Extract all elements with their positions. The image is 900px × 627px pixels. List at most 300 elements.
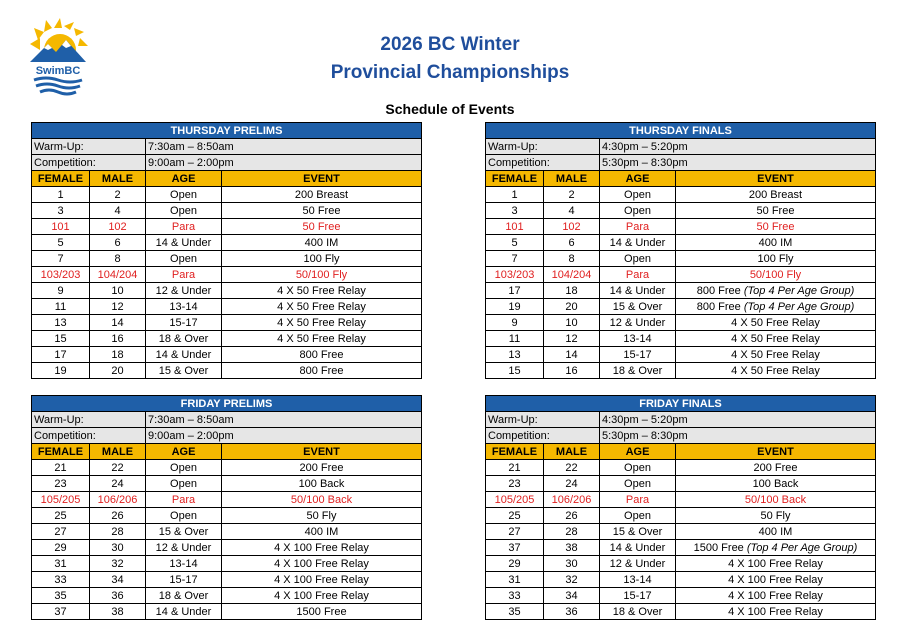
schedule-table-friday-prelims	[31, 395, 422, 620]
session-title-row	[486, 123, 876, 139]
event-name	[676, 347, 876, 363]
event-name	[676, 476, 876, 492]
warmup-label: Warm-Up:	[486, 412, 600, 428]
event-label: 1500 Free	[296, 605, 347, 618]
female-event-number: 33	[32, 572, 90, 588]
female-event-number: 27	[486, 524, 544, 540]
female-event-number: 21	[32, 460, 90, 476]
male-event-number: 34	[90, 572, 146, 588]
event-label: 50/100 Fly	[749, 268, 802, 281]
age-group: 14 & Under	[600, 235, 676, 251]
female-event-number: 103/203	[32, 267, 90, 283]
schedule-table-thursday-prelims	[31, 122, 422, 379]
age-group: Para	[600, 267, 676, 283]
column-header-row	[32, 444, 422, 460]
event-row	[486, 588, 876, 604]
event-row	[486, 219, 876, 235]
female-event-number: 19	[32, 363, 90, 379]
female-event-number: 25	[486, 508, 544, 524]
event-name	[222, 235, 422, 251]
event-row	[486, 492, 876, 508]
female-event-number: 7	[32, 251, 90, 267]
event-name	[676, 588, 876, 604]
column-header-age: AGE	[146, 444, 222, 460]
event-name	[676, 299, 876, 315]
age-group: Para	[146, 267, 222, 283]
competition-time: 5:30pm – 8:30pm	[600, 155, 876, 171]
event-label: 4 X 100 Free Relay	[274, 541, 369, 554]
female-event-number: 17	[32, 347, 90, 363]
event-row	[32, 315, 422, 331]
male-event-number: 6	[544, 235, 600, 251]
female-event-number: 3	[32, 203, 90, 219]
age-group: Open	[600, 508, 676, 524]
event-row	[486, 187, 876, 203]
male-event-number: 16	[90, 331, 146, 347]
event-row	[32, 492, 422, 508]
event-name	[222, 267, 422, 283]
event-row	[486, 299, 876, 315]
event-row	[486, 283, 876, 299]
event-name	[222, 331, 422, 347]
female-event-number: 25	[32, 508, 90, 524]
event-name	[676, 524, 876, 540]
male-event-number: 6	[90, 235, 146, 251]
age-group: Open	[146, 460, 222, 476]
event-row	[32, 460, 422, 476]
event-row	[486, 604, 876, 620]
column-header-male: MALE	[544, 444, 600, 460]
female-event-number: 1	[32, 187, 90, 203]
event-row	[486, 524, 876, 540]
age-group: Open	[146, 187, 222, 203]
female-event-number: 13	[32, 315, 90, 331]
female-event-number: 31	[486, 572, 544, 588]
female-event-number: 21	[486, 460, 544, 476]
female-event-number: 9	[32, 283, 90, 299]
event-label: 4 X 50 Free Relay	[277, 300, 366, 313]
event-name	[676, 203, 876, 219]
male-event-number: 24	[90, 476, 146, 492]
male-event-number: 30	[90, 540, 146, 556]
female-event-number: 31	[32, 556, 90, 572]
event-label: 800 Free	[299, 348, 344, 361]
female-event-number: 37	[486, 540, 544, 556]
event-label: 50/100 Fly	[295, 268, 348, 281]
female-event-number: 27	[32, 524, 90, 540]
male-event-number: 20	[544, 299, 600, 315]
event-row	[32, 267, 422, 283]
female-event-number: 23	[486, 476, 544, 492]
event-row	[486, 235, 876, 251]
event-name	[676, 283, 876, 299]
competition-label: Competition:	[32, 155, 146, 171]
column-header-event: EVENT	[676, 444, 876, 460]
male-event-number: 14	[90, 315, 146, 331]
event-label: 800 Free	[696, 284, 744, 297]
age-group: 12 & Under	[600, 315, 676, 331]
page-title-line1: 2026 BC Winter	[380, 34, 520, 55]
female-event-number: 37	[32, 604, 90, 620]
male-event-number: 38	[544, 540, 600, 556]
session-title: FRIDAY PRELIMS	[32, 396, 422, 412]
event-label: 4 X 50 Free Relay	[731, 348, 820, 361]
age-group: 14 & Under	[146, 604, 222, 620]
event-row	[32, 251, 422, 267]
competition-row	[32, 155, 422, 171]
age-group: 18 & Over	[146, 588, 222, 604]
female-event-number: 3	[486, 203, 544, 219]
warmup-row	[486, 139, 876, 155]
event-label: 50 Free	[756, 220, 795, 233]
warmup-label: Warm-Up:	[486, 139, 600, 155]
session-title: THURSDAY PRELIMS	[32, 123, 422, 139]
column-header-row	[486, 171, 876, 187]
event-label: 50 Free	[302, 220, 341, 233]
schedule-table-thursday-finals	[485, 122, 876, 379]
event-label: 50/100 Back	[290, 493, 353, 506]
age-group: 13-14	[146, 556, 222, 572]
male-event-number: 10	[90, 283, 146, 299]
event-note: (Top 4 Per Age Group)	[746, 541, 858, 554]
age-group: 13-14	[146, 299, 222, 315]
age-group: 15 & Over	[600, 524, 676, 540]
warmup-row	[32, 139, 422, 155]
female-event-number: 15	[486, 363, 544, 379]
age-group: 15-17	[146, 572, 222, 588]
event-label: 4 X 100 Free Relay	[728, 557, 823, 570]
event-name	[222, 508, 422, 524]
warmup-time: 7:30am – 8:50am	[146, 412, 422, 428]
event-label: 400 IM	[758, 525, 793, 538]
event-row	[32, 572, 422, 588]
column-header-age: AGE	[600, 171, 676, 187]
male-event-number: 22	[544, 460, 600, 476]
event-label: 50 Fly	[760, 509, 791, 522]
age-group: 15 & Over	[146, 524, 222, 540]
event-name	[676, 363, 876, 379]
event-label: 100 Fly	[303, 252, 340, 265]
logo-text: SwimBC	[35, 65, 81, 77]
male-event-number: 104/204	[90, 267, 146, 283]
event-label: 1500 Free	[693, 541, 747, 554]
male-event-number: 34	[544, 588, 600, 604]
column-header-age: AGE	[600, 444, 676, 460]
event-label: 100 Back	[298, 477, 345, 490]
male-event-number: 8	[544, 251, 600, 267]
male-event-number: 8	[90, 251, 146, 267]
event-row	[32, 219, 422, 235]
age-group: 13-14	[600, 331, 676, 347]
event-row	[32, 540, 422, 556]
male-event-number: 28	[90, 524, 146, 540]
event-row	[486, 540, 876, 556]
warmup-label: Warm-Up:	[32, 412, 146, 428]
event-label: 4 X 50 Free Relay	[277, 332, 366, 345]
female-event-number: 5	[32, 235, 90, 251]
male-event-number: 18	[544, 283, 600, 299]
male-event-number: 106/206	[544, 492, 600, 508]
session-title: FRIDAY FINALS	[486, 396, 876, 412]
age-group: Open	[146, 476, 222, 492]
event-name	[676, 572, 876, 588]
event-note: (Top 4 Per Age Group)	[743, 284, 855, 297]
event-row	[486, 508, 876, 524]
age-group: 12 & Under	[146, 283, 222, 299]
event-name	[222, 315, 422, 331]
male-event-number: 24	[544, 476, 600, 492]
male-event-number: 32	[544, 572, 600, 588]
male-event-number: 102	[90, 219, 146, 235]
age-group: 15-17	[600, 588, 676, 604]
event-label: 4 X 50 Free Relay	[277, 284, 366, 297]
female-event-number: 15	[32, 331, 90, 347]
event-row	[486, 331, 876, 347]
event-row	[32, 604, 422, 620]
male-event-number: 4	[544, 203, 600, 219]
event-name	[222, 299, 422, 315]
age-group: Open	[600, 203, 676, 219]
age-group: Open	[146, 203, 222, 219]
column-header-event: EVENT	[222, 444, 422, 460]
female-event-number: 11	[32, 299, 90, 315]
age-group: 15-17	[600, 347, 676, 363]
event-name	[676, 540, 876, 556]
warmup-row	[486, 412, 876, 428]
competition-time: 9:00am – 2:00pm	[146, 428, 422, 444]
event-name	[676, 315, 876, 331]
event-row	[32, 347, 422, 363]
male-event-number: 38	[90, 604, 146, 620]
event-label: 4 X 100 Free Relay	[274, 573, 369, 586]
event-name	[222, 492, 422, 508]
age-group: 14 & Under	[600, 283, 676, 299]
event-label: 200 Free	[299, 461, 344, 474]
event-name	[676, 219, 876, 235]
event-row	[32, 203, 422, 219]
event-label: 200 Breast	[748, 188, 803, 201]
male-event-number: 18	[90, 347, 146, 363]
event-name	[222, 203, 422, 219]
event-row	[486, 251, 876, 267]
event-row	[486, 347, 876, 363]
competition-row	[486, 428, 876, 444]
male-event-number: 2	[90, 187, 146, 203]
event-name	[222, 251, 422, 267]
column-header-male: MALE	[90, 444, 146, 460]
event-row	[486, 460, 876, 476]
male-event-number: 30	[544, 556, 600, 572]
female-event-number: 19	[486, 299, 544, 315]
age-group: 14 & Under	[600, 540, 676, 556]
age-group: 12 & Under	[600, 556, 676, 572]
column-header-female: FEMALE	[486, 444, 544, 460]
age-group: 13-14	[600, 572, 676, 588]
event-row	[32, 187, 422, 203]
event-name	[676, 251, 876, 267]
male-event-number: 12	[544, 331, 600, 347]
event-row	[486, 556, 876, 572]
female-event-number: 1	[486, 187, 544, 203]
age-group: 15-17	[146, 315, 222, 331]
event-label: 4 X 50 Free Relay	[731, 364, 820, 377]
age-group: Open	[600, 187, 676, 203]
male-event-number: 36	[544, 604, 600, 620]
age-group: Para	[600, 492, 676, 508]
event-name	[222, 347, 422, 363]
column-header-female: FEMALE	[32, 444, 90, 460]
event-name	[676, 331, 876, 347]
female-event-number: 33	[486, 588, 544, 604]
female-event-number: 35	[486, 604, 544, 620]
male-event-number: 14	[544, 347, 600, 363]
column-header-male: MALE	[544, 171, 600, 187]
event-name	[222, 363, 422, 379]
competition-time: 9:00am – 2:00pm	[146, 155, 422, 171]
female-event-number: 23	[32, 476, 90, 492]
event-row	[486, 363, 876, 379]
session-title-row	[486, 396, 876, 412]
schedule-subtitle: Schedule of Events	[385, 101, 515, 117]
event-label: 400 IM	[304, 236, 339, 249]
age-group: 18 & Over	[600, 604, 676, 620]
age-group: Open	[600, 251, 676, 267]
event-name	[676, 187, 876, 203]
male-event-number: 26	[544, 508, 600, 524]
event-row	[486, 315, 876, 331]
event-label: 400 IM	[304, 525, 339, 538]
event-label: 4 X 50 Free Relay	[731, 316, 820, 329]
competition-label: Competition:	[486, 428, 600, 444]
event-row	[32, 331, 422, 347]
female-event-number: 17	[486, 283, 544, 299]
age-group: Para	[146, 492, 222, 508]
female-event-number: 13	[486, 347, 544, 363]
age-group: Para	[146, 219, 222, 235]
age-group: 12 & Under	[146, 540, 222, 556]
warmup-row	[32, 412, 422, 428]
warmup-time: 4:30pm – 5:20pm	[600, 139, 876, 155]
warmup-time: 7:30am – 8:50am	[146, 139, 422, 155]
event-name	[222, 460, 422, 476]
female-event-number: 101	[486, 219, 544, 235]
event-name	[222, 524, 422, 540]
age-group: Open	[600, 476, 676, 492]
event-label: 4 X 50 Free Relay	[731, 332, 820, 345]
event-name	[676, 235, 876, 251]
event-label: 100 Fly	[757, 252, 794, 265]
session-title: THURSDAY FINALS	[486, 123, 876, 139]
event-row	[32, 476, 422, 492]
female-event-number: 29	[486, 556, 544, 572]
male-event-number: 104/204	[544, 267, 600, 283]
event-label: 4 X 100 Free Relay	[274, 557, 369, 570]
event-name	[676, 267, 876, 283]
event-name	[676, 556, 876, 572]
event-name	[222, 283, 422, 299]
event-name	[676, 492, 876, 508]
column-header-female: FEMALE	[486, 171, 544, 187]
age-group: Open	[146, 251, 222, 267]
event-label: 800 Free	[299, 364, 344, 377]
competition-time: 5:30pm – 8:30pm	[600, 428, 876, 444]
age-group: Para	[600, 219, 676, 235]
event-label: 4 X 100 Free Relay	[274, 589, 369, 602]
event-label: 200 Free	[753, 461, 798, 474]
event-row	[486, 572, 876, 588]
male-event-number: 36	[90, 588, 146, 604]
warmup-label: Warm-Up:	[32, 139, 146, 155]
male-event-number: 16	[544, 363, 600, 379]
event-label: 50 Free	[756, 204, 795, 217]
female-event-number: 9	[486, 315, 544, 331]
page-title-line2: Provincial Championships	[330, 62, 570, 83]
event-label: 100 Back	[752, 477, 799, 490]
column-header-row	[486, 444, 876, 460]
male-event-number: 28	[544, 524, 600, 540]
female-event-number: 11	[486, 331, 544, 347]
female-event-number: 105/205	[486, 492, 544, 508]
competition-row	[32, 428, 422, 444]
age-group: 14 & Under	[146, 347, 222, 363]
female-event-number: 7	[486, 251, 544, 267]
event-label: 200 Breast	[294, 188, 349, 201]
male-event-number: 106/206	[90, 492, 146, 508]
female-event-number: 101	[32, 219, 90, 235]
female-event-number: 29	[32, 540, 90, 556]
column-header-age: AGE	[146, 171, 222, 187]
event-row	[32, 299, 422, 315]
age-group: Open	[146, 508, 222, 524]
column-header-male: MALE	[90, 171, 146, 187]
event-row	[32, 283, 422, 299]
event-row	[486, 476, 876, 492]
swimbc-logo	[26, 18, 90, 98]
male-event-number: 26	[90, 508, 146, 524]
column-header-row	[32, 171, 422, 187]
event-row	[32, 524, 422, 540]
male-event-number: 20	[90, 363, 146, 379]
age-group: 14 & Under	[146, 235, 222, 251]
female-event-number: 5	[486, 235, 544, 251]
event-row	[486, 267, 876, 283]
female-event-number: 105/205	[32, 492, 90, 508]
session-title-row	[32, 123, 422, 139]
event-row	[32, 235, 422, 251]
female-event-number: 35	[32, 588, 90, 604]
male-event-number: 22	[90, 460, 146, 476]
event-name	[222, 572, 422, 588]
schedule-table-friday-finals	[485, 395, 876, 620]
male-event-number: 32	[90, 556, 146, 572]
event-label: 4 X 100 Free Relay	[728, 605, 823, 618]
competition-label: Competition:	[32, 428, 146, 444]
event-row	[32, 363, 422, 379]
event-name	[222, 540, 422, 556]
event-name	[222, 187, 422, 203]
event-name	[676, 508, 876, 524]
session-title-row	[32, 396, 422, 412]
age-group: 18 & Over	[600, 363, 676, 379]
male-event-number: 4	[90, 203, 146, 219]
event-row	[32, 508, 422, 524]
age-group: 15 & Over	[146, 363, 222, 379]
event-row	[486, 203, 876, 219]
event-row	[32, 556, 422, 572]
event-name	[222, 604, 422, 620]
event-note: (Top 4 Per Age Group)	[743, 300, 855, 313]
event-label: 400 IM	[758, 236, 793, 249]
